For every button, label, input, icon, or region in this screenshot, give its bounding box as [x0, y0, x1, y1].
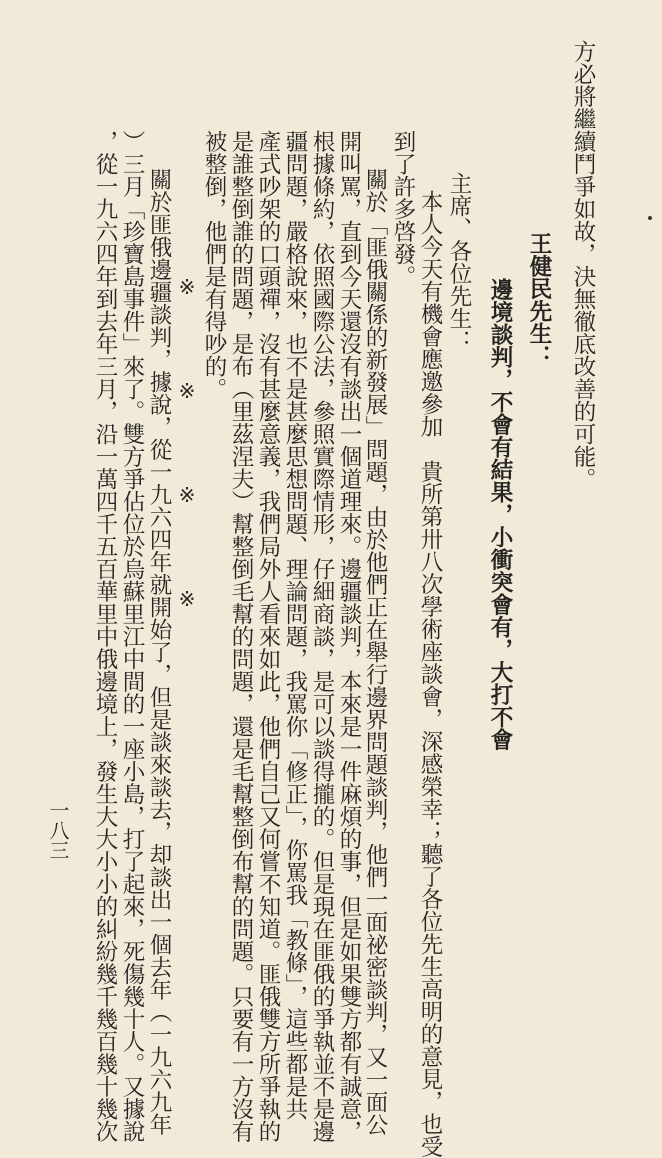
text-column-10: 疆問題，嚴格說來，也不是甚麼思想問題、理論問題，我罵你「修正」，你罵我「教條」，這些都是共: [282, 130, 308, 1120]
text-column-15: ）三月「珍寶島事件」來了。雙方爭佔位於烏蘇里江中間的一座小島，打了起來，死傷幾十人。又據說: [119, 130, 145, 1143]
text-column-5: 本人今天有機會應邀參加 貴所第卅八次學術座談會，深感榮幸；聽了各位先生高明的意見，也受: [417, 190, 443, 1158]
text-column-11: 產式吵架的口頭禪，沒有甚麼意義，我們局外人看來如此，他們自己又何嘗不知道。匪俄雙方所爭執的: [255, 130, 281, 1143]
section-separator: ※ ※ ※ ※: [175, 275, 199, 611]
text-column-7: 關於「匪俄關係的新發展」問題，由於他們正在舉行邊界問題談判，他們一面祕密談判，又一面公: [362, 168, 388, 1136]
text-column-14: 關於匪俄邊疆談判，據說，從一九六四年就開始了，但是談來談去，却談出一個去年（一九六九年: [146, 168, 172, 1136]
page-number: 一八三: [46, 800, 70, 860]
text-column-1: 方必將繼續鬥爭如故，決無徹底改善的可能。: [570, 40, 596, 490]
text-column-12: 是誰整倒誰的問題，是布（里茲涅夫）幫整倒毛幫的問題，還是毛幫整倒布幫的問題。只要有一方沒有: [228, 130, 254, 1143]
speaker-name: 王健民先生：: [526, 232, 552, 367]
ink-speck: [648, 216, 652, 220]
salutation: 主席、各位先生：: [446, 172, 472, 352]
text-column-13: 被整倒，他們是有得吵的。: [201, 130, 227, 400]
text-column-16: ，從一九六四年到去年三月，沿一萬四千五百華里中俄邊境上，發生大大小小的糾紛幾千幾百幾十幾次: [92, 130, 118, 1143]
text-column-9: 根據條約，依照國際公法，參照實際情形，仔細商談，是可以談得攏的。但是現在匪俄的爭執並不是邊: [309, 130, 335, 1143]
text-column-8: 開叫罵，直到今天還沒有談出一個道理來。邊疆談判，本來是一件麻煩的事，但是如果雙方都有誠意，: [336, 130, 362, 1143]
text-column-6: 到了許多啓發。: [390, 130, 416, 288]
section-heading: 邊境談判，不會有結果，小衝突會有，大打不會: [487, 278, 513, 751]
